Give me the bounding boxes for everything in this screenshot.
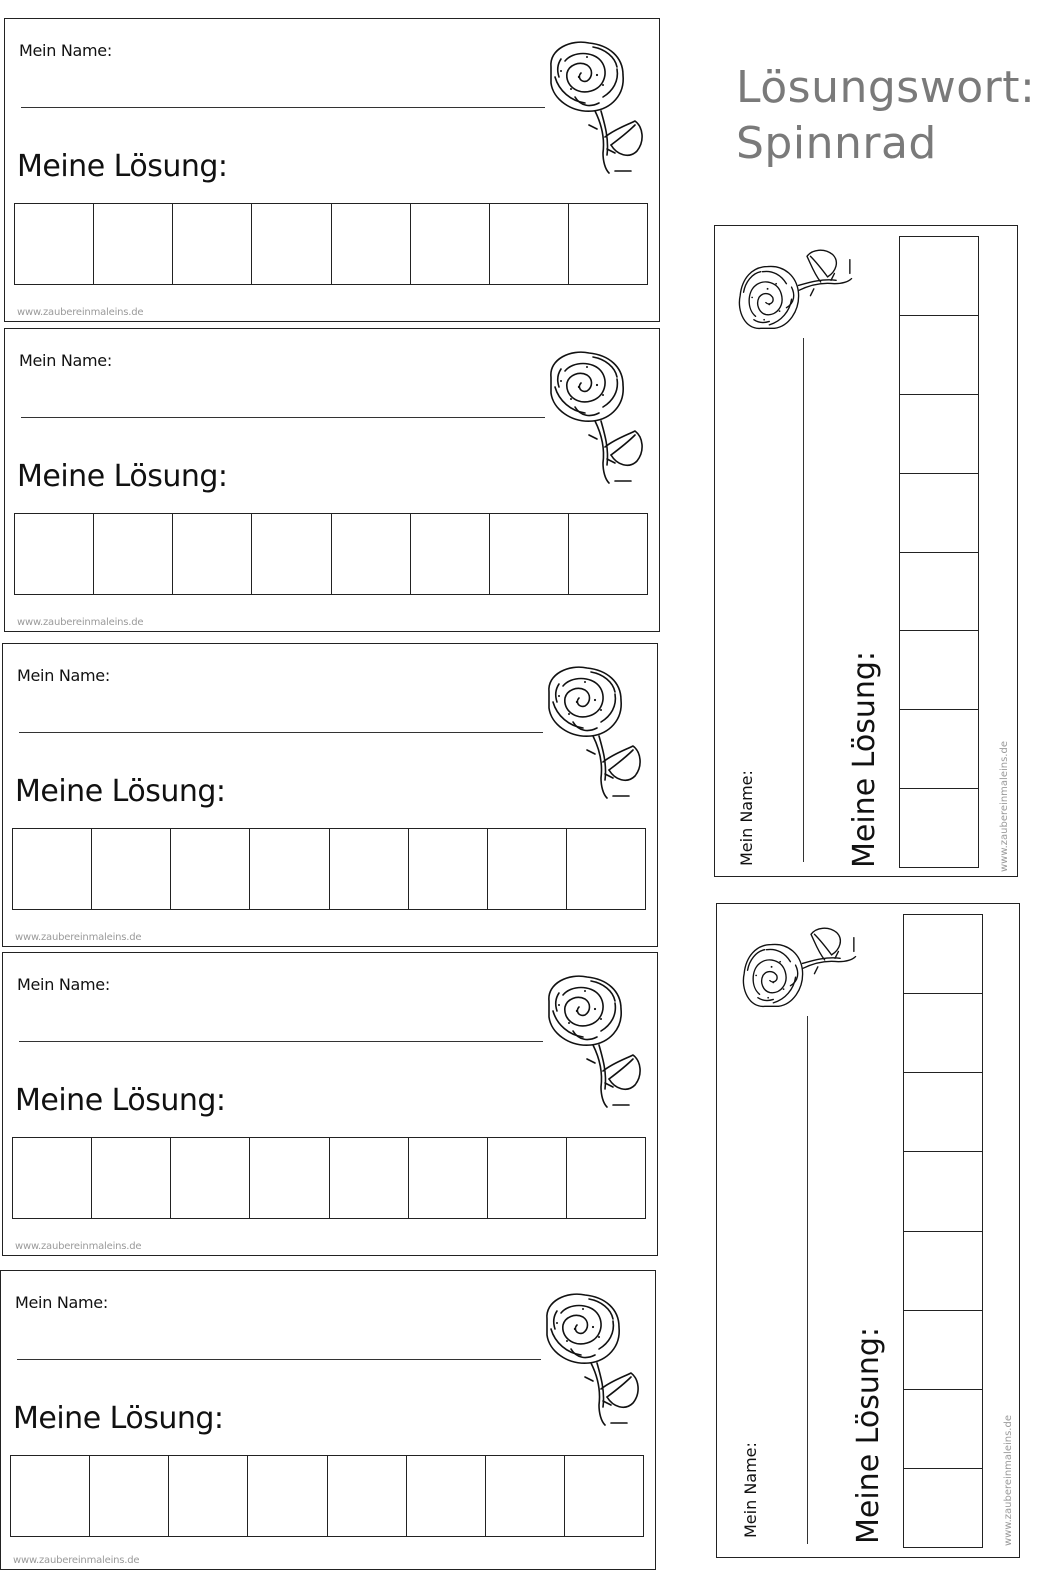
letter-box[interactable] [900,237,978,316]
answer-card [2,643,658,947]
name-line[interactable] [21,107,545,108]
solution-label: Meine Lösung: [15,774,226,809]
letter-box[interactable] [488,829,567,909]
letter-box[interactable] [15,204,94,284]
footer-url: www.zaubereinmaleins.de [17,617,144,628]
letter-box[interactable] [900,474,978,553]
letter-box[interactable] [15,514,94,594]
letter-box[interactable] [900,553,978,632]
letter-box[interactable] [904,1469,982,1547]
answer-card [2,952,658,1256]
solution-label: Meine Lösung: [17,459,228,494]
letter-grid [903,914,983,1548]
letter-box[interactable] [488,1138,567,1218]
letter-box[interactable] [94,514,173,594]
solution-word-heading: Lösungswort: [736,62,1036,113]
letter-box[interactable] [171,829,250,909]
letter-box[interactable] [904,1152,982,1231]
solution-label: Meine Lösung: [847,650,882,868]
rose-icon [739,902,859,1042]
letter-box[interactable] [90,1456,169,1536]
letter-box[interactable] [407,1456,486,1536]
letter-box[interactable] [328,1456,407,1536]
letter-box[interactable] [900,631,978,710]
letter-box[interactable] [486,1456,565,1536]
letter-box[interactable] [904,1232,982,1311]
footer-url: www.zaubereinmaleins.de [15,1241,142,1252]
letter-box[interactable] [569,514,647,594]
letter-grid [14,513,648,595]
name-label: Mein Name: [741,1442,760,1538]
name-line[interactable] [807,1016,808,1544]
letter-box[interactable] [94,204,173,284]
rose-icon [527,1289,647,1429]
letter-grid [899,236,979,868]
letter-box[interactable] [900,395,978,474]
answer-card [4,18,660,322]
letter-box[interactable] [332,204,411,284]
answer-card-vertical [714,225,1018,877]
name-label: Mein Name: [737,770,756,866]
letter-box[interactable] [904,994,982,1073]
letter-box[interactable] [904,915,982,994]
rose-icon [531,37,651,177]
letter-box[interactable] [169,1456,248,1536]
letter-box[interactable] [565,1456,643,1536]
letter-grid [10,1455,644,1537]
letter-box[interactable] [569,204,647,284]
letter-box[interactable] [171,1138,250,1218]
solution-label: Meine Lösung: [851,1326,886,1544]
letter-box[interactable] [250,829,329,909]
letter-box[interactable] [567,829,645,909]
footer-url: www.zaubereinmaleins.de [1003,1415,1014,1546]
letter-grid [14,203,648,285]
solution-label: Meine Lösung: [17,149,228,184]
letter-box[interactable] [904,1073,982,1152]
name-line[interactable] [803,338,804,862]
letter-box[interactable] [332,514,411,594]
letter-grid [12,828,646,910]
letter-grid [12,1137,646,1219]
answer-card [4,328,660,632]
solution-label: Meine Lösung: [13,1401,224,1436]
letter-box[interactable] [490,514,569,594]
letter-box[interactable] [13,1138,92,1218]
footer-url: www.zaubereinmaleins.de [13,1555,140,1566]
letter-box[interactable] [13,829,92,909]
rose-icon [529,662,649,802]
rose-icon [735,224,855,364]
letter-box[interactable] [173,204,252,284]
letter-box[interactable] [330,829,409,909]
solution-word-value: Spinnrad [736,118,937,169]
rose-icon [531,347,651,487]
letter-box[interactable] [900,316,978,395]
footer-url: www.zaubereinmaleins.de [15,932,142,943]
name-line[interactable] [19,1041,543,1042]
letter-box[interactable] [252,204,331,284]
footer-url: www.zaubereinmaleins.de [999,741,1010,872]
letter-box[interactable] [11,1456,90,1536]
name-label: Mein Name: [15,1293,108,1312]
letter-box[interactable] [904,1390,982,1469]
answer-card [0,1270,656,1570]
name-label: Mein Name: [19,41,112,60]
letter-box[interactable] [409,829,488,909]
letter-box[interactable] [411,204,490,284]
letter-box[interactable] [900,789,978,867]
letter-box[interactable] [92,829,171,909]
letter-box[interactable] [330,1138,409,1218]
letter-box[interactable] [411,514,490,594]
name-line[interactable] [17,1359,541,1360]
name-label: Mein Name: [17,975,110,994]
letter-box[interactable] [248,1456,327,1536]
rose-icon [529,971,649,1111]
letter-box[interactable] [252,514,331,594]
letter-box[interactable] [904,1311,982,1390]
footer-url: www.zaubereinmaleins.de [17,307,144,318]
letter-box[interactable] [567,1138,645,1218]
letter-box[interactable] [409,1138,488,1218]
letter-box[interactable] [173,514,252,594]
answer-card-vertical [716,903,1020,1558]
letter-box[interactable] [490,204,569,284]
name-line[interactable] [19,732,543,733]
solution-label: Meine Lösung: [15,1083,226,1118]
letter-box[interactable] [250,1138,329,1218]
name-line[interactable] [21,417,545,418]
name-label: Mein Name: [17,666,110,685]
letter-box[interactable] [92,1138,171,1218]
name-label: Mein Name: [19,351,112,370]
letter-box[interactable] [900,710,978,789]
